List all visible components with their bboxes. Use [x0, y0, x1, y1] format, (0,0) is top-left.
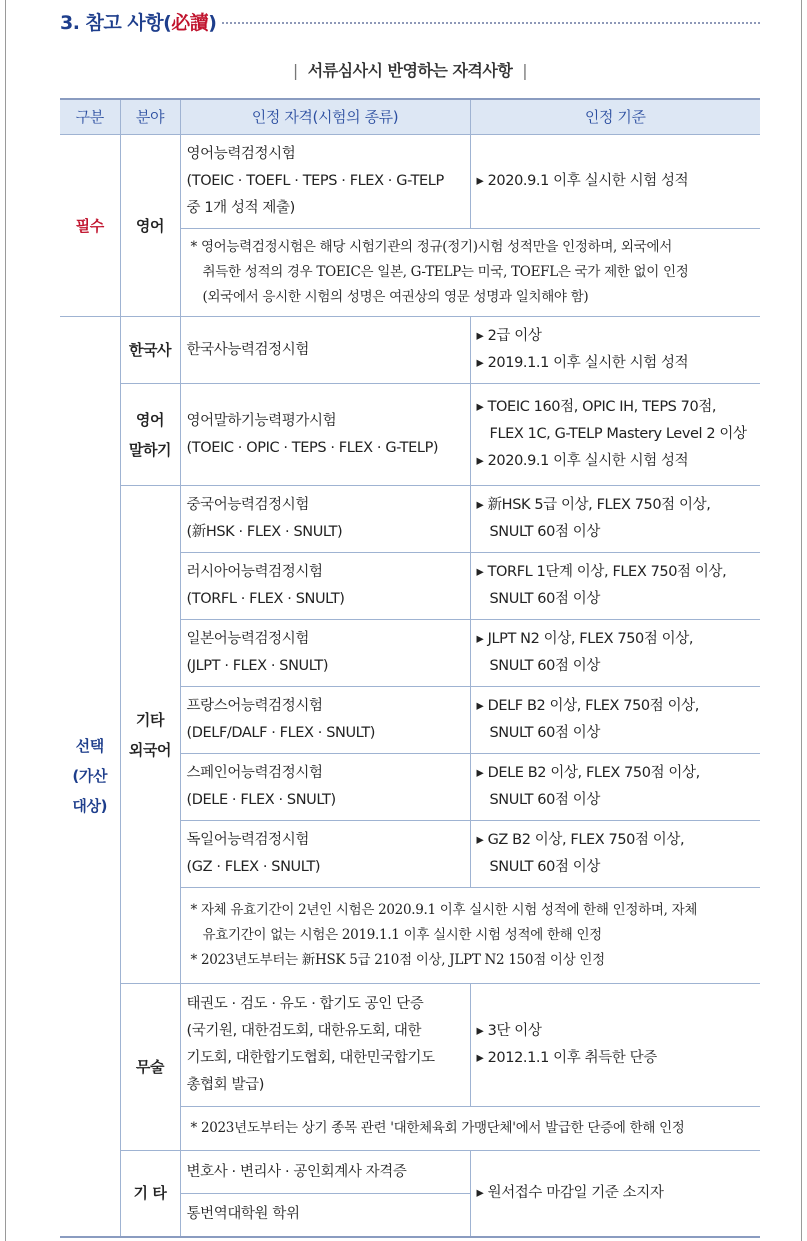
- category-optional: 선택 (가산 대상): [60, 317, 120, 1237]
- criteria-russian: ▸ TORFL 1단계 이상, FLEX 750점 이상, SNULT 60점 이상: [470, 553, 760, 620]
- criteria-french: ▸ DELF B2 이상, FLEX 750점 이상, SNULT 60점 이상: [470, 687, 760, 754]
- qualification-german: 독일어능력검정시험 (GZ · FLEX · SNULT): [180, 821, 470, 888]
- qualification-martial-arts: 태권도 · 검도 · 유도 · 합기도 공인 단증 (국기원, 대한검도회, 대한유도회, 대한 기도회, 대한합기도협회, 대한민국합기도 총협회 발급): [180, 984, 470, 1107]
- header-category: 구분: [60, 99, 120, 135]
- table-subtitle: | 서류심사시 반영하는 자격사항 |: [292, 61, 528, 80]
- qualification-english-speaking: 영어말하기능력평가시험 (TOEIC · OPIC · TEPS · FLEX · G-TELP): [180, 384, 470, 486]
- table-row: [60, 486, 760, 553]
- qualification-interpretation-degree: 통번역대학원 학위: [180, 1194, 470, 1237]
- note-other-languages: * 자체 유효기간이 2년인 시험은 2020.9.1 이후 실시한 시험 성적에 한해 인정하며, 자체 유효기간이 없는 시험은 2019.1.1 이후 실시한 시험 성적에 한해 인정 * 2023년도부터는 新HSK 5급 210점 이상, JLPT N2 150점 이상 인정: [180, 888, 760, 984]
- section-title-emphasis: 必讀: [171, 11, 209, 34]
- field-other-languages: 기타 외국어: [120, 486, 180, 984]
- qualification-japanese: 일본어능력검정시험 (JLPT · FLEX · SNULT): [180, 620, 470, 687]
- criteria-korean-history: ▸ 2급 이상 ▸ 2019.1.1 이후 실시한 시험 성적: [470, 317, 760, 384]
- criteria-english-speaking: ▸ TOEIC 160점, OPIC IH, TEPS 70점, FLEX 1C, G-TELP Mastery Level 2 이상 ▸ 2020.9.1 이후 실시한 시험 성적: [470, 384, 760, 486]
- section-heading: [60, 6, 760, 36]
- criteria-japanese: ▸ JLPT N2 이상, FLEX 750점 이상, SNULT 60점 이상: [470, 620, 760, 687]
- note-english: * 영어능력검정시험은 해당 시험기관의 정규(정기)시험 성적만을 인정하며, 외국에서 취득한 성적의 경우 TOEIC은 일본, G-TELP는 미국, TOEFL은 국가 제한 없이 인정 (외국에서 응시한 시험의 성명은 여권상의 영문 성명과 일치해야 함): [180, 229, 760, 317]
- qualification-table: [60, 98, 760, 1238]
- page-frame-left: [5, 0, 6, 1241]
- category-required: 필수: [60, 135, 120, 317]
- criteria-other: ▸ 원서접수 마감일 기준 소지자: [470, 1151, 760, 1237]
- criteria-english: ▸ 2020.9.1 이후 실시한 시험 성적: [470, 135, 760, 229]
- field-korean-history: 한국사: [120, 317, 180, 384]
- qualification-korean-history: 한국사능력검정시험: [180, 317, 470, 384]
- header-qualification: 인정 자격(시험의 종류): [180, 99, 470, 135]
- qualification-russian: 러시아어능력검정시험 (TORFL · FLEX · SNULT): [180, 553, 470, 620]
- qualification-english: 영어능력검정시험 (TOEIC · TOEFL · TEPS · FLEX · G-TELP 중 1개 성적 제출): [180, 135, 470, 229]
- field-english: 영어: [120, 135, 180, 317]
- table-row: [60, 135, 760, 229]
- header-field: 분야: [120, 99, 180, 135]
- section-title: 3. 참고 사항(必讀): [60, 11, 217, 34]
- criteria-spanish: ▸ DELE B2 이상, FLEX 750점 이상, SNULT 60점 이상: [470, 754, 760, 821]
- field-english-speaking: 영어 말하기: [120, 384, 180, 486]
- table-row: [60, 384, 760, 486]
- field-other: 기 타: [120, 1151, 180, 1237]
- criteria-german: ▸ GZ B2 이상, FLEX 750점 이상, SNULT 60점 이상: [470, 821, 760, 888]
- qualification-spanish: 스페인어능력검정시험 (DELE · FLEX · SNULT): [180, 754, 470, 821]
- criteria-chinese: ▸ 新HSK 5급 이상, FLEX 750점 이상, SNULT 60점 이상: [470, 486, 760, 553]
- table-header-row: [60, 99, 760, 135]
- table-row: [60, 1151, 760, 1194]
- page-frame-right: [801, 0, 802, 1241]
- field-martial-arts: 무술: [120, 984, 180, 1151]
- table-row: [60, 317, 760, 384]
- dotted-rule: [222, 22, 760, 24]
- table-row: [60, 984, 760, 1107]
- qualification-licenses: 변호사 · 변리사 · 공인회계사 자격증: [180, 1151, 470, 1194]
- qualification-french: 프랑스어능력검정시험 (DELF/DALF · FLEX · SNULT): [180, 687, 470, 754]
- criteria-martial-arts: ▸ 3단 이상 ▸ 2012.1.1 이후 취득한 단증: [470, 984, 760, 1107]
- qualification-chinese: 중국어능력검정시험 (新HSK · FLEX · SNULT): [180, 486, 470, 553]
- header-criteria: 인정 기준: [470, 99, 760, 135]
- note-martial-arts: * 2023년도부터는 상기 종목 관련 '대한체육회 가맹단체'에서 발급한 단증에 한해 인정: [180, 1107, 760, 1151]
